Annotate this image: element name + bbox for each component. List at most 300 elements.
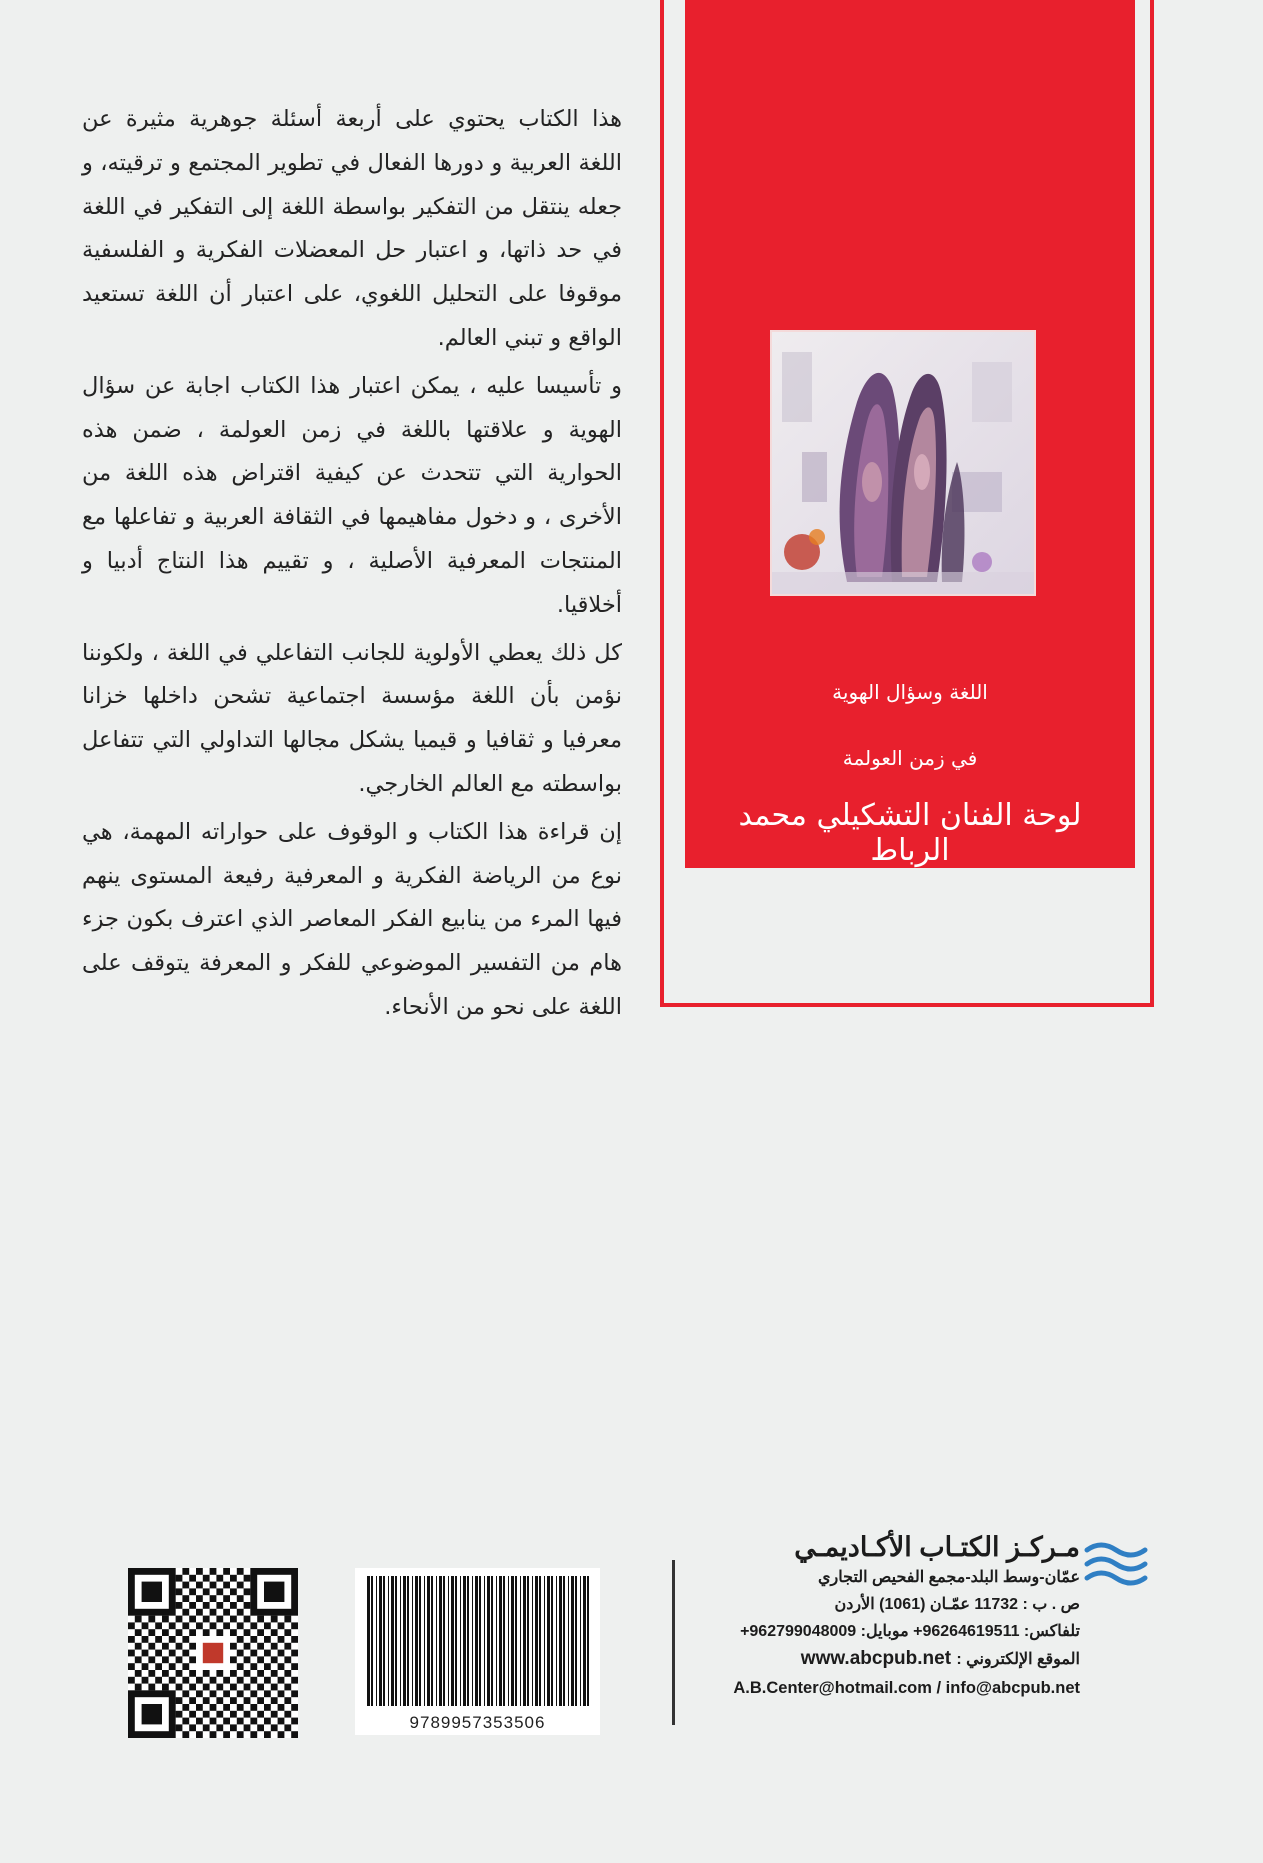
qr-module [182, 1731, 189, 1738]
qr-module [291, 1718, 298, 1725]
qr-module [244, 1656, 251, 1663]
publisher-po-box: ص . ب : 11732 عمّـان (1061) الأردن [834, 1596, 1080, 1613]
barcode-bar [475, 1576, 478, 1706]
qr-module [162, 1670, 169, 1677]
publisher-emails[interactable]: A.B.Center@hotmail.com / info@abcpub.net [733, 1679, 1080, 1697]
qr-module [271, 1629, 278, 1636]
qr-module [278, 1622, 285, 1629]
qr-module [278, 1650, 285, 1657]
barcode-bar [400, 1576, 401, 1706]
qr-module [291, 1677, 298, 1684]
cover-title-line1: اللغة وسؤال الهوية [832, 680, 988, 704]
qr-module [264, 1718, 271, 1725]
barcode-bar [484, 1576, 485, 1706]
barcode-bar [575, 1576, 577, 1706]
barcode-bar [439, 1576, 442, 1706]
qr-module [135, 1643, 142, 1650]
qr-module [176, 1684, 183, 1691]
qr-module [216, 1588, 223, 1595]
qr-module [189, 1616, 196, 1623]
qr-module [237, 1582, 244, 1589]
qr-module [128, 1622, 135, 1629]
qr-module [257, 1656, 264, 1663]
back-cover-blurb [82, 98, 622, 1034]
qr-module [182, 1582, 189, 1589]
barcode-bar [451, 1576, 454, 1706]
qr-module [128, 1677, 135, 1684]
qr-module [182, 1609, 189, 1616]
barcode-bar [515, 1576, 517, 1706]
qr-module [135, 1656, 142, 1663]
qr-module [223, 1690, 230, 1697]
qr-module [264, 1690, 271, 1697]
barcode-bar [367, 1576, 370, 1706]
qr-module [237, 1677, 244, 1684]
qr-module [278, 1636, 285, 1643]
qr-module [291, 1650, 298, 1657]
qr-module [182, 1677, 189, 1684]
barcode-bar [419, 1576, 421, 1706]
barcode-bar [443, 1576, 445, 1706]
publisher-divider [672, 1560, 675, 1725]
qr-module [169, 1636, 176, 1643]
qr-module [148, 1684, 155, 1691]
qr-module [237, 1663, 244, 1670]
qr-module [128, 1636, 135, 1643]
qr-module [271, 1670, 278, 1677]
qr-module [250, 1704, 257, 1711]
qr-module [257, 1697, 264, 1704]
barcode-bar [587, 1576, 589, 1706]
qr-module [216, 1602, 223, 1609]
qr-module [216, 1711, 223, 1718]
qr-module [257, 1643, 264, 1650]
qr-module [244, 1643, 251, 1650]
qr-module [189, 1575, 196, 1582]
qr-module [176, 1656, 183, 1663]
qr-module [223, 1582, 230, 1589]
red-frame-right [1150, 0, 1154, 1007]
qr-module [182, 1636, 189, 1643]
qr-module [257, 1724, 264, 1731]
qr-module [237, 1650, 244, 1657]
qr-module [230, 1656, 237, 1663]
qr-module [148, 1656, 155, 1663]
qr-module [278, 1731, 285, 1738]
qr-module [278, 1663, 285, 1670]
qr-module [162, 1643, 169, 1650]
barcode-bar [583, 1576, 586, 1706]
qr-module [203, 1575, 210, 1582]
qr-module [176, 1629, 183, 1636]
qr-module [278, 1718, 285, 1725]
qr-module [142, 1622, 149, 1629]
qr-module [203, 1670, 210, 1677]
qr-module [148, 1629, 155, 1636]
qr-module [169, 1677, 176, 1684]
qr-module [182, 1718, 189, 1725]
qr-module [210, 1609, 217, 1616]
barcode-bar [532, 1576, 533, 1706]
qr-module [196, 1622, 203, 1629]
qr-module [210, 1677, 217, 1684]
qr-module [203, 1684, 210, 1691]
qr-module [291, 1663, 298, 1670]
qr-module [196, 1677, 203, 1684]
barcode-bar [523, 1576, 526, 1706]
qr-module [264, 1663, 271, 1670]
barcode-bar [448, 1576, 449, 1706]
qr-module [264, 1622, 271, 1629]
qr-module [142, 1704, 162, 1724]
qr-module [237, 1609, 244, 1616]
barcode-bar [568, 1576, 569, 1706]
qr-module [244, 1711, 251, 1718]
qr-module [210, 1582, 217, 1589]
qr-module [203, 1602, 210, 1609]
qr-module [271, 1656, 278, 1663]
qr-module [237, 1731, 244, 1738]
qr-module [257, 1670, 264, 1677]
barcode-bar [455, 1576, 457, 1706]
barcode-bar [520, 1576, 521, 1706]
barcode-bar [499, 1576, 502, 1706]
qr-module [230, 1629, 237, 1636]
qr-module [210, 1690, 217, 1697]
qr-module [148, 1616, 155, 1623]
qr-module [182, 1663, 189, 1670]
qr-module [155, 1636, 162, 1643]
qr-module [128, 1650, 135, 1657]
qr-module [176, 1711, 183, 1718]
qr-module [189, 1711, 196, 1718]
qr-module [223, 1677, 230, 1684]
barcode-bar [556, 1576, 557, 1706]
qr-module [223, 1568, 230, 1575]
qr-module [203, 1697, 210, 1704]
qr-module [264, 1731, 271, 1738]
qr-module [278, 1690, 285, 1697]
publisher-website[interactable]: www.abcpub.net [800, 1648, 952, 1669]
qr-module [223, 1595, 230, 1602]
qr-module [244, 1724, 251, 1731]
barcode-bar [547, 1576, 550, 1706]
qr-module [237, 1718, 244, 1725]
publisher-name: مـركـز الكتـاب الأكـاديمـي [794, 1532, 1080, 1562]
qr-module [203, 1724, 210, 1731]
qr-module [210, 1704, 217, 1711]
qr-module [271, 1684, 278, 1691]
barcode-bar [527, 1576, 529, 1706]
qr-module [135, 1616, 142, 1623]
barcode-bar [511, 1576, 514, 1706]
red-frame-bottom [660, 1003, 1154, 1007]
barcode-bar [395, 1576, 397, 1706]
qr-module [182, 1704, 189, 1711]
qr-module [264, 1636, 271, 1643]
qr-module [257, 1711, 264, 1718]
qr-module [142, 1677, 149, 1684]
qr-module [210, 1731, 217, 1738]
qr-module [155, 1650, 162, 1657]
qr-module [128, 1663, 135, 1670]
abstract-painting-image [772, 332, 1034, 594]
qr-module [203, 1711, 210, 1718]
qr-module [250, 1690, 257, 1697]
barcode-bar [571, 1576, 574, 1706]
qr-module [291, 1622, 298, 1629]
qr-module [230, 1588, 237, 1595]
qr-module [176, 1602, 183, 1609]
qr-module [284, 1711, 291, 1718]
qr-module [264, 1677, 271, 1684]
barcode-bar [563, 1576, 565, 1706]
blurb-paragraph-4: إن قراءة هذا الكتاب و الوقوف على حواراته المهمة، هي نوع من الرياضة الفكرية و المعرفية رفيعة المستوى ينهم فيها المرء من ينابيع الفكر المعاصر الذي اعترف بكون جزء هام من التفسير الموضوعي للفكر و المعرفة يتوقف على اللغة على نحو من الأنحاء. [82, 818, 622, 1020]
qr-module [271, 1616, 278, 1623]
qr-module [216, 1629, 223, 1636]
artist-credit: لوحة الفنان التشكيلي محمد الرباط [738, 798, 1082, 868]
barcode-bar [415, 1576, 418, 1706]
qr-module [250, 1650, 257, 1657]
qr-module [250, 1663, 257, 1670]
qr-module [264, 1582, 284, 1602]
barcode-bar [508, 1576, 509, 1706]
barcode-bar [544, 1576, 545, 1706]
qr-module [237, 1595, 244, 1602]
qr-module [203, 1629, 210, 1636]
qr-module [223, 1731, 230, 1738]
publisher-waves-logo-icon [1083, 1538, 1149, 1588]
qr-module [271, 1697, 278, 1704]
qr-module [189, 1724, 196, 1731]
qr-module [284, 1643, 291, 1650]
qr-module [189, 1684, 196, 1691]
isbn-number: 9789957353506 [409, 1713, 546, 1732]
blurb-paragraph-2: و تأسيسا عليه ، يمكن اعتبار هذا الكتاب اجابة عن سؤال الهوية و علاقتها باللغة في زمن العولمة ، ضمن هذه الحوارية التي تتحدث عن كيفية اقتراض هذه اللغة من الأخرى ، و دخول مفاهيمها في الثقافة العربية و تفاعلها مع المنتجات المعرفية الأصلية ، و تقييم هذا النتاج أدبيا و أخلاقيا. [82, 372, 622, 618]
qr-module [155, 1677, 162, 1684]
qr-module [271, 1643, 278, 1650]
qr-module [223, 1718, 230, 1725]
qr-module [196, 1718, 203, 1725]
qr-module [250, 1677, 257, 1684]
qr-module [182, 1595, 189, 1602]
qr-module [203, 1616, 210, 1623]
qr-module [210, 1595, 217, 1602]
qr-module [142, 1650, 149, 1657]
blurb-paragraph-3: كل ذلك يعطي الأولوية للجانب التفاعلي في اللغة ، ولكوننا نؤمن بأن اللغة مؤسسة اجتماعية تشحن داخلها خزانا معرفيا و ثقافيا و قيميا يشكل مجالها التداولي التي تتفاعل بواسطته مع العالم الخارجي. [82, 639, 622, 797]
qr-module [230, 1684, 237, 1691]
cover-title-line2: في زمن العولمة [842, 746, 978, 770]
qr-module [189, 1602, 196, 1609]
qr-module [257, 1629, 264, 1636]
qr-module [169, 1663, 176, 1670]
qr-module [176, 1575, 183, 1582]
qr-module [237, 1690, 244, 1697]
qr-module [182, 1622, 189, 1629]
isbn-barcode [355, 1568, 600, 1735]
qr-module [250, 1718, 257, 1725]
qr-module [189, 1656, 196, 1663]
barcode-bar [551, 1576, 553, 1706]
qr-module [284, 1629, 291, 1636]
qr-module [237, 1568, 244, 1575]
barcode-bar [503, 1576, 505, 1706]
qr-module [169, 1622, 176, 1629]
qr-module [176, 1697, 183, 1704]
qr-module [176, 1724, 183, 1731]
qr-module [216, 1697, 223, 1704]
qr-module [162, 1616, 169, 1623]
qr-module [271, 1724, 278, 1731]
qr-module [271, 1711, 278, 1718]
publisher-address: عمّان-وسط البلد-مجمع الفحيص التجاري [817, 1569, 1080, 1586]
qr-module [244, 1588, 251, 1595]
qr-module [278, 1677, 285, 1684]
qr-module [257, 1684, 264, 1691]
red-frame-left [660, 0, 664, 1007]
qr-module [216, 1575, 223, 1582]
qr-module [176, 1616, 183, 1623]
qr-module [230, 1724, 237, 1731]
barcode-bar [427, 1576, 430, 1706]
qr-module [284, 1670, 291, 1677]
qr-module [264, 1704, 271, 1711]
qr-module [176, 1643, 183, 1650]
barcode-bar [379, 1576, 382, 1706]
barcode-bar [496, 1576, 497, 1706]
qr-module [244, 1616, 251, 1623]
qr-module [189, 1588, 196, 1595]
qr-module [148, 1643, 155, 1650]
qr-module [196, 1704, 203, 1711]
qr-module [155, 1663, 162, 1670]
qr-module [162, 1684, 169, 1691]
qr-module [223, 1704, 230, 1711]
qr-module [244, 1629, 251, 1636]
qr-module [196, 1690, 203, 1697]
qr-module [284, 1697, 291, 1704]
qr-module [189, 1670, 196, 1677]
qr-module [230, 1575, 237, 1582]
qr-module [216, 1684, 223, 1691]
barcode-bar [391, 1576, 394, 1706]
qr-module [189, 1629, 196, 1636]
qr-module [250, 1622, 257, 1629]
cover-painting [770, 330, 1036, 596]
qr-module [291, 1636, 298, 1643]
qr-module [264, 1650, 271, 1657]
qr-module [216, 1724, 223, 1731]
publisher-info [680, 1530, 1080, 1702]
qr-module [196, 1595, 203, 1602]
qr-module [210, 1718, 217, 1725]
qr-module [162, 1629, 169, 1636]
qr-module [182, 1650, 189, 1657]
qr-code-pattern [128, 1568, 298, 1738]
qr-module [291, 1731, 298, 1738]
qr-module [250, 1731, 257, 1738]
barcode-bar [371, 1576, 373, 1706]
barcode-bars [355, 1568, 600, 1708]
qr-module [230, 1616, 237, 1623]
barcode-bar [431, 1576, 433, 1706]
blurb-paragraph-1: هذا الكتاب يحتوي على أربعة أسئلة جوهرية مثيرة عن اللغة العربية و دورها الفعال في تطوير المجتمع و ترقيته، و جعله ينتقل من التفكير بواسطة اللغة إلى التفكير في اللغة في حد ذاتها، و اعتبار حل المعضلات الفكرية و الفلسفية موقوفا على التحليل اللغوي، على اعتبار أن اللغة تستعيد الواقع و تبني العالم. [82, 106, 622, 351]
qr-module [210, 1622, 217, 1629]
barcode-bar [424, 1576, 425, 1706]
qr-module [223, 1609, 230, 1616]
qr-module [250, 1636, 257, 1643]
barcode-bar [388, 1576, 389, 1706]
qr-module [230, 1602, 237, 1609]
qr-module [189, 1643, 196, 1650]
qr-module [135, 1684, 142, 1691]
qr-module [176, 1670, 183, 1677]
qr-module [196, 1731, 203, 1738]
qr-module [216, 1670, 223, 1677]
qr-module [230, 1711, 237, 1718]
barcode-bar [472, 1576, 473, 1706]
qr-module [230, 1643, 237, 1650]
qr-module [284, 1656, 291, 1663]
qr-module [230, 1697, 237, 1704]
barcode-bar [539, 1576, 541, 1706]
barcode-bar [467, 1576, 469, 1706]
qr-module [244, 1684, 251, 1691]
publisher-website-row [680, 1645, 1080, 1674]
barcode-bar [376, 1576, 377, 1706]
barcode-bar [479, 1576, 481, 1706]
publisher-website-label: الموقع الإلكتروني : [956, 1651, 1080, 1668]
qr-module [176, 1588, 183, 1595]
qr-module [223, 1622, 230, 1629]
qr-module [237, 1704, 244, 1711]
barcode-bar [460, 1576, 461, 1706]
barcode-bar [403, 1576, 406, 1706]
qr-module [237, 1622, 244, 1629]
qr-module [257, 1616, 264, 1623]
qr-module [155, 1622, 162, 1629]
qr-module [182, 1690, 189, 1697]
qr-module [162, 1656, 169, 1663]
qr-module [196, 1609, 203, 1616]
qr-module [291, 1704, 298, 1711]
qr-module [284, 1724, 291, 1731]
barcode-bar [383, 1576, 385, 1706]
qr-module [284, 1616, 291, 1623]
qr-code [128, 1568, 298, 1738]
qr-module [203, 1588, 210, 1595]
barcode-bar [463, 1576, 466, 1706]
barcode-bar [559, 1576, 562, 1706]
qr-module [142, 1582, 162, 1602]
barcode-bar [412, 1576, 413, 1706]
qr-module [135, 1670, 142, 1677]
qr-module [169, 1650, 176, 1657]
qr-module [196, 1582, 203, 1589]
publisher-phones: تلفاكس: 96264619511+ موبايل: 962799048009+ [740, 1623, 1080, 1640]
qr-module [148, 1670, 155, 1677]
barcode-bar [491, 1576, 493, 1706]
qr-module [182, 1568, 189, 1575]
qr-module [278, 1704, 285, 1711]
qr-module [284, 1684, 291, 1691]
qr-module [135, 1629, 142, 1636]
qr-module [196, 1568, 203, 1575]
barcode-bar [487, 1576, 490, 1706]
qr-module [230, 1670, 237, 1677]
qr-module [244, 1697, 251, 1704]
barcode-bar [580, 1576, 581, 1706]
